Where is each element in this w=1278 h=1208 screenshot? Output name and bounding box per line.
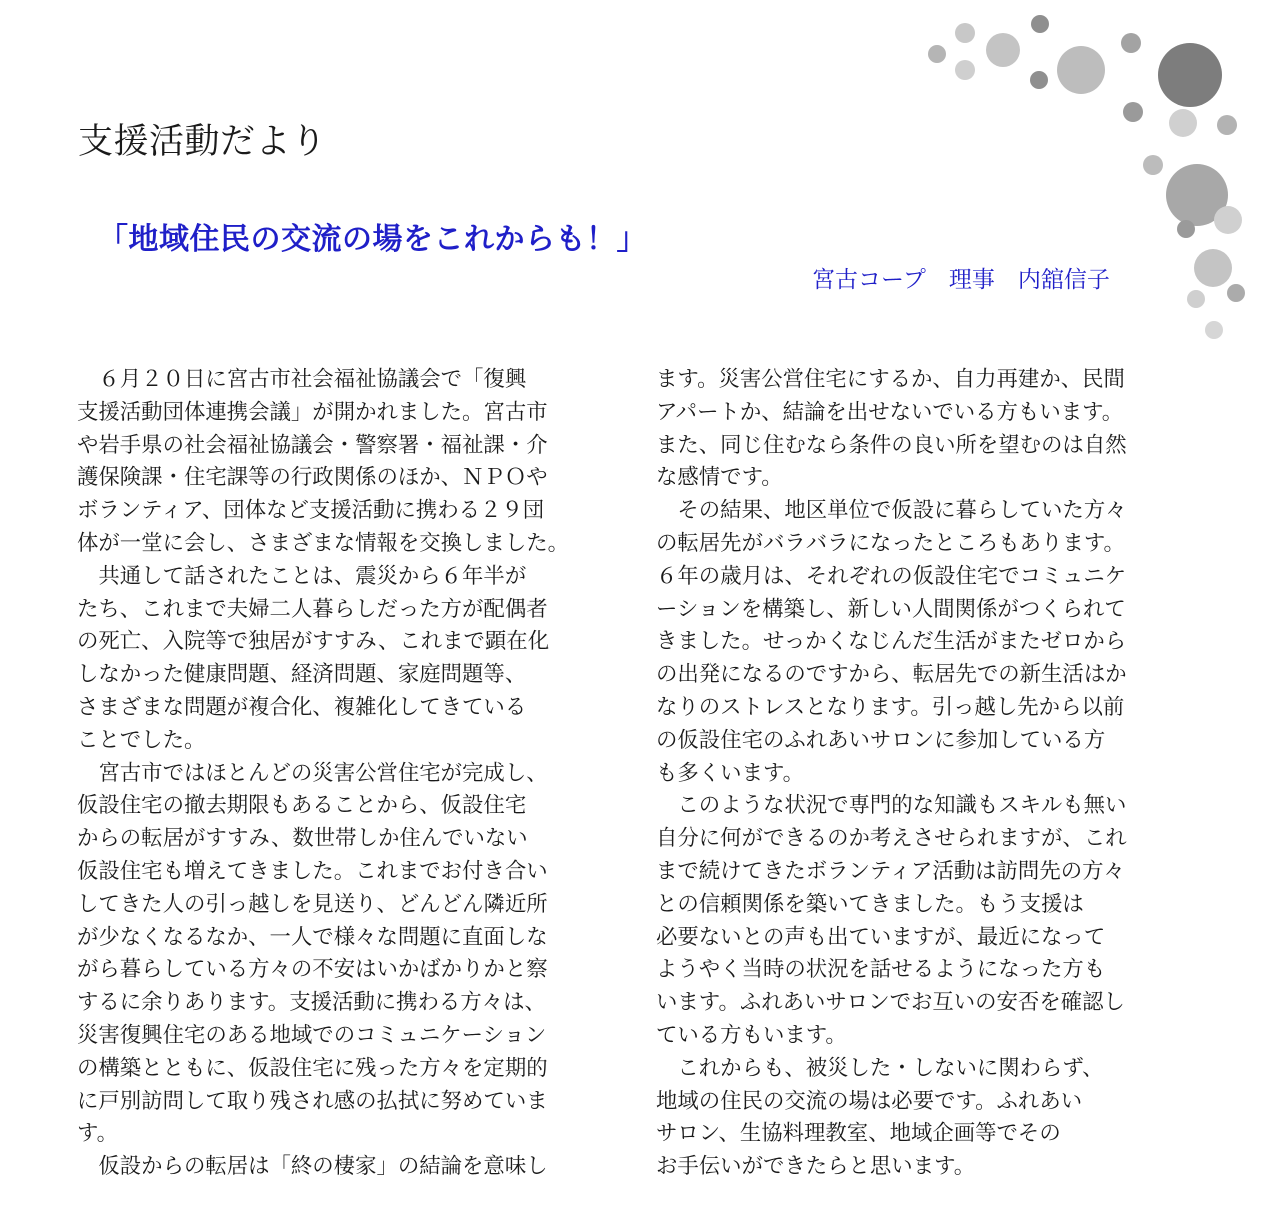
dot <box>986 33 1020 67</box>
paragraph: その結果、地区単位で仮設に暮らしていた方々 の転居先がバラバラになったところもあります。 ６年の歳月は、それぞれの仮設住宅でコミュニケ ーションを構築し、新しい人間関係がつくられて きました。せっかくなじんだ生活がまたゼロから の出発になるのですから、転居先での新生活はか なりのストレスとなります。引っ越し先から以前 の仮設住宅のふれあいサロンに参加している方 も多くいます。 <box>656 498 1127 786</box>
dot <box>1057 46 1105 94</box>
dot <box>1177 220 1195 238</box>
dot <box>1217 115 1237 135</box>
paragraph: このような状況で専門的な知識もスキルも無い 自分に何ができるのか考えさせられますが、これ まで続けてきたボランティア活動は訪問先の方々 との信頼関係を築いてきました。もう支援は 必要ないとの声も出ていますが、最近になって ようやく当時の状況を話せるようになった方も います。ふれあいサロンでお互いの安否を確認し ている方もいます。 <box>656 793 1127 1048</box>
paragraph: ６月２０日に宮古市社会福祉協議会で「復興 支援活動団体連携会議」が開かれました。宮古市 や岩手県の社会福祉協議会・警察署・福祉課・介 護保険課・住宅課等の行政関係のほか、ＮＰＯや ボランティア、団体など支援活動に携わる２９団 体が一堂に会し、さまざまな情報を交換しました。 <box>77 367 569 556</box>
dot <box>1214 206 1242 234</box>
section-title: 支援活動だより <box>78 122 327 162</box>
dot <box>1169 109 1197 137</box>
article-headline: 「地域住民の交流の場をこれからも！」 <box>98 222 647 257</box>
dot <box>955 23 975 43</box>
dot <box>955 60 975 80</box>
article-column-left <box>77 364 609 1184</box>
dot <box>1030 71 1048 89</box>
dot <box>1123 102 1143 122</box>
paragraph: これからも、被災した・しないに関わらず、 地域の住民の交流の場は必要です。ふれあい サロン、生協料理教室、地域企画等でその お手伝いができたらと思います。 <box>656 1055 1104 1180</box>
author-byline: 宮古コープ 理事 内舘信子 <box>812 267 1110 293</box>
paragraph: 仮設からの転居は「終の棲家」の結論を意味し <box>77 1154 548 1180</box>
dot <box>1143 155 1163 175</box>
paragraph: ます。災害公営住宅にするか、自力再建か、民間 アパートか、結論を出せないでいる方もいます。 また、同じ住むなら条件の良い所を望むのは自然 な感情です。 <box>656 367 1127 491</box>
paragraph: 宮古市ではほとんどの災害公営住宅が完成し、 仮設住宅の撤去期限もあることから、仮設住宅 からの転居がすすみ、数世帯しか住んでいない 仮設住宅も増えてきました。これまでお付き合い してきた人の引っ越しを見送り、どんどん隣近所 が少なくなるなか、一人で様々な問題に直面しな がら暮らしている方々の不安はいかばかりかと察 するに余りあります。支援活動に携わる方々は、 災害復興住宅のある地域でのコミュニケーション の構築とともに、仮設住宅に残った方々を定期的 に戸別訪問して取り残され感の払拭に努めていま す。 <box>77 760 548 1147</box>
dot <box>1227 284 1245 302</box>
dot <box>1205 321 1223 339</box>
dot <box>1031 15 1049 33</box>
dot <box>928 45 946 63</box>
dot <box>1158 43 1222 107</box>
article-column-right <box>656 364 1188 1184</box>
paragraph: 共通して話されたことは、震災から６年半が たち、これまで夫婦二人暮らしだった方が配偶者 の死亡、入院等で独居がすすみ、これまで顕在化 しなかった健康問題、経済問題、家庭問題等、 さまざまな問題が複合化、複雑化してきている ことでした。 <box>77 563 550 753</box>
dot <box>1187 290 1205 308</box>
dot <box>1121 33 1141 53</box>
dot <box>1194 249 1232 287</box>
decorative-dots <box>0 0 1278 360</box>
